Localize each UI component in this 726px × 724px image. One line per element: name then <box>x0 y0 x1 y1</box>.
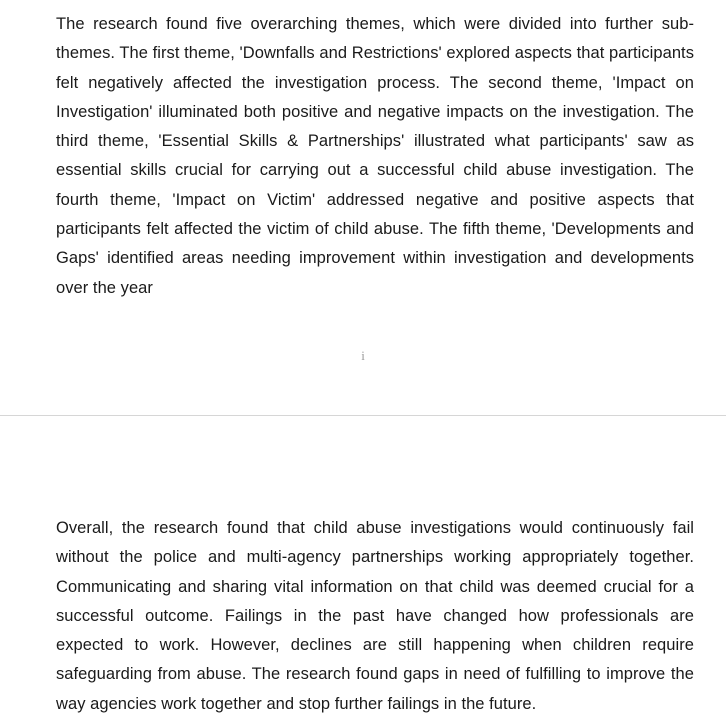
page-number: i <box>361 348 365 363</box>
summary-paragraph: Overall, the research found that child abuse investigations would continuously fail without the police and multi-agency partnerships working appropriately together. Communicating and sharing vital information on that child was deemed crucial for a successful outcome. Failings in the past have changed how professionals are expected to work. However, declines are still happening when children require safeguarding from abuse. The research found gaps in need of fulfilling to improve the way agencies work together and stop further failings in the future. <box>56 519 694 713</box>
document-page-2 <box>0 416 726 724</box>
abstract-themes-paragraph: The research found five overarching themes, which were divided into further sub-themes. The first theme, 'Downfalls and Restrictions' explored aspects that participants felt negatively affected the investigation process. The second theme, 'Impact on Investigation' illuminated both positive and negative impacts on the investigation. The third theme, 'Essential Skills & Partnerships' illustrated what participants' saw as essential skills crucial for carrying out a successful child abuse investigation. The fourth theme, 'Impact on Victim' addressed negative and positive aspects that participants felt affected the victim of child abuse. The fifth theme, 'Developments and Gaps' identified areas needing improvement within investigation and developments over the year <box>56 15 694 297</box>
